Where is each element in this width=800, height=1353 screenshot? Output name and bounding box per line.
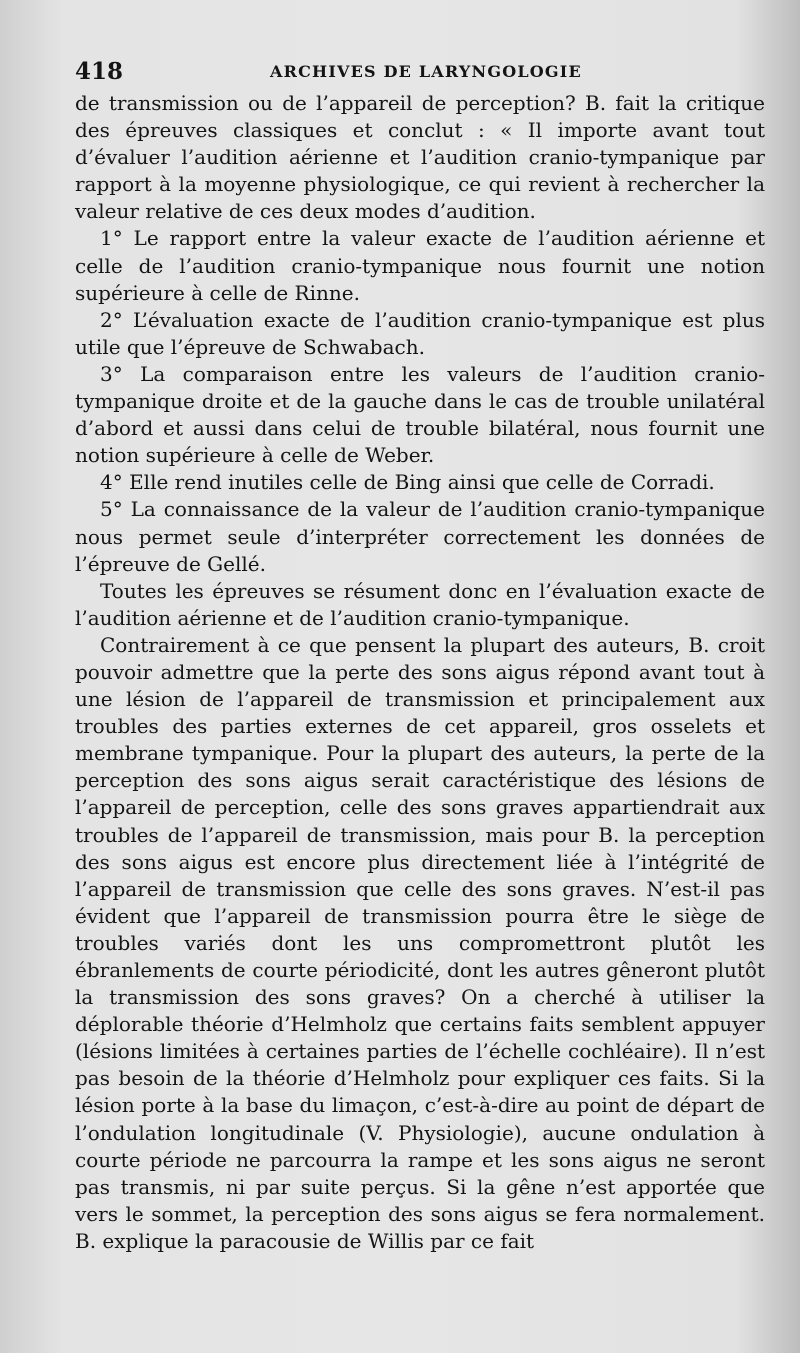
paragraph: Contrairement à ce que pensent la plupart des auteurs, B. croit pouvoir admettre que la perte des sons aigus répond avant tout à une lésion de l’appareil de transmission et principalement aux troubles des parties externes de cet appareil, gros osselets et membrane tympanique. Pour la plupart des auteurs, la perte de la perception des sons aigus serait caractéristique des lésions de l’appareil de perception, celle des sons graves appartiendrait aux troubles de l’appareil de transmission, mais pour B. la perception des sons aigus est encore plus directement liée à l’intégrité de l’appareil de transmission que celle des sons graves. N’est-il pas évident que l’appareil de transmission pourra être le siège de troubles variés dont les uns compromettront plutôt les ébranlements de courte périodicité, dont les autres gêneront plutôt la transmission des sons graves? On a cherché à utiliser la déplorable théorie d’Helmholz que certains faits semblent appuyer (lésions limitées à certaines parties de l’échelle cochléaire). Il n’est pas besoin de la théorie d’Helmholz pour expliquer ces faits. Si la lésion porte à la base du limaçon, c’est-à-dire au point de départ de l’ondulation longitudinale (V. Physiologie), aucune ondulation à courte période ne parcourra la rampe et les sons aigus ne seront pas transmis, ni par suite perçus. Si la gêne n’est apportée que vers le sommet, la perception des sons aigus se fera normalement. B. explique la paracousie de Willis par ce fait [75, 632, 765, 1253]
paragraph: 2° L’évaluation exacte de l’audition cranio-tympanique est plus utile que l’épreuve de Schwabach. [75, 307, 765, 359]
body-text [75, 90, 765, 1255]
paragraph: 3° La comparaison entre les valeurs de l’audition cranio-tympanique droite et de la gauche dans le cas de trouble unilatéral d’abord et aussi dans celui de trouble bilatéral, nous fournit une notion supérieure à celle de Weber. [75, 361, 765, 468]
paragraph: Toutes les épreuves se résument donc en l’évaluation exacte de l’audition aérienne et de l’audition cranio-tympanique. [75, 578, 765, 630]
paragraph: 1° Le rapport entre la valeur exacte de l’audition aérienne et celle de l’audition cranio-tympanique nous fournit une notion supérieure à celle de Rinne. [75, 226, 765, 305]
paragraph: 5° La connaissance de la valeur de l’audition cranio-tympanique nous permet seule d’interpréter correctement les données de l’épreuve de Gellé. [75, 497, 765, 576]
running-title: ARCHIVES DE LARYNGOLOGIE [270, 62, 582, 81]
paragraph: de transmission ou de l’appareil de perception? B. fait la critique des épreuves classiques et conclut : « Il importe avant tout d’évaluer l’audition aérienne et l’audition cranio-tympanique par rapport à la moyenne physiologique, ce qui revient à rechercher la valeur relative de ces deux modes d’audition. [75, 91, 765, 224]
page-header [75, 58, 765, 88]
page-number: 418 [75, 58, 124, 85]
paragraph: 4° Elle rend inutiles celle de Bing ainsi que celle de Corradi. [100, 470, 715, 495]
